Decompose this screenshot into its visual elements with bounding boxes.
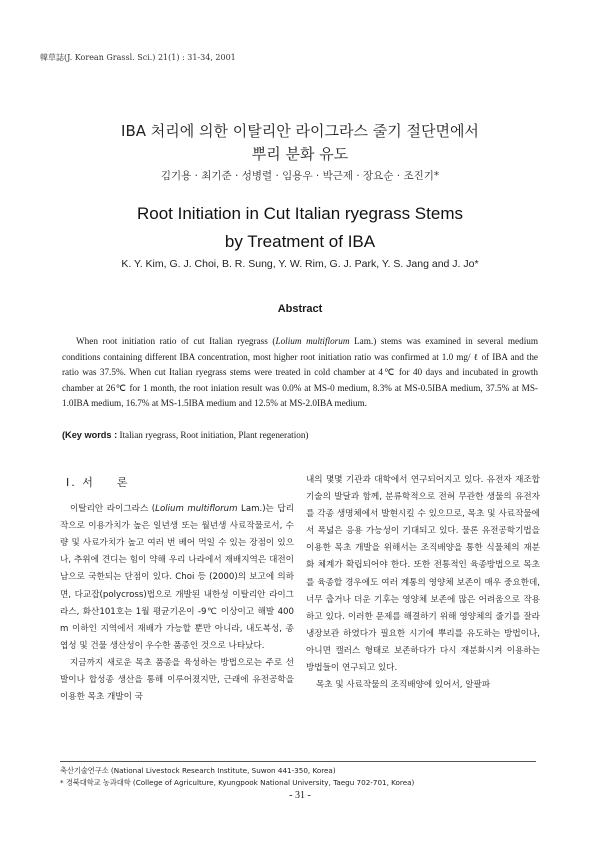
introduction-heading-rest: 론 <box>116 476 130 489</box>
page-number: - 31 - <box>289 790 311 801</box>
korean-authors: 김기용 · 최기준 · 성병렬 · 임용우 · 박근제 · 장요순 · 조진기* <box>160 170 440 182</box>
left-paragraph-2: 지금까지 새로운 목초 품종을 육성하는 방법으로는 주로 선발이나 합성종 생산을 통해 이루어졌지만, 근래에 유전공학을 이용한 목초 개발이 국 <box>60 657 294 703</box>
left-paragraph-1-species: Lolium multiflorum <box>155 504 238 515</box>
keywords-label: (Key words : <box>62 430 118 440</box>
korean-title-line-1: IBA 처리에 의한 이탈리안 라이그라스 줄기 절단면에서 <box>121 122 479 140</box>
keywords <box>62 430 538 440</box>
english-title <box>0 200 600 256</box>
footnote-divider <box>60 761 536 762</box>
left-paragraph-1-b: Lam.)는 답리작으로 이용가치가 높은 일년생 또는 월년생 사료작물로서, 수량 및 사료가치가 높고 여러 번 베어 먹일 수 있는 장점이 있으나, 추위에 견디는 힘이 약해 우리 나라에서 재배지역은 대전이남으로 국한되는 단점이 있다. Choi 등 (2000)의 보고에 의하면, 다교잡(polycross)법으로 개발된 내한성 이탈리안 라이그라스, 화산101호는 1월 평균기온이 -9℃ 이상이고 해발 400 m 이하인 지역에서 재배가 가능할 뿐만 아니라, 내도복성, 종엽성 및 건물 생산성이 우수한 품종인 것으로 나타났다. <box>60 504 294 651</box>
english-title-line-1: Root Initiation in Cut Italian ryegrass Stems <box>137 204 463 223</box>
abstract-part-2: Lam.) stems was examined in several medium conditions containing different IBA concentration, most higher root initiation ratio was confirmed at 1.0 mg/ ℓ of IBA and the ratio was 37.5%. When cut Italian ryegrass stems were treated in cold chamber at 4℃ for 40 days and incubated in growth chamber at 26℃ for 1 month, the root iniation result was 0.0% at MS-0 medium, 8.3% at MS-0.5IBA medium, 37.5% at MS-1.0IBA medium, 16.7% at MS-1.5IBA medium and 12.5% at MS-2.0IBA medium. <box>62 336 538 409</box>
left-column <box>60 472 294 706</box>
abstract-heading: Abstract <box>277 303 323 315</box>
right-paragraph-2: 목초 및 사료작물의 조직배양에 있어서, 알팔파 <box>316 680 491 691</box>
journal-citation: 韓草誌(J. Korean Grassl. Sci.) 21(1) : 31-34, 2001 <box>40 53 236 62</box>
introduction-heading <box>66 474 294 491</box>
left-paragraph-1 <box>60 501 294 655</box>
keywords-text: Italian ryegrass, Root initiation, Plant regeneration) <box>117 430 309 440</box>
footnotes <box>60 765 540 788</box>
korean-title-line-2: 뿌리 분화 유도 <box>251 145 349 163</box>
abstract-body <box>62 334 538 412</box>
english-title-line-2: by Treatment of IBA <box>224 232 376 251</box>
left-paragraph-1-a: 이탈리안 라이그라스 ( <box>70 504 156 515</box>
abstract-part-1: When root initiation ratio of cut Italian ryegrass ( <box>76 336 276 346</box>
korean-title <box>0 120 600 166</box>
footnote-affiliation-1: 축산기술연구소 (National Livestock Research Institute, Suwon 441-350, Korea) <box>60 766 336 775</box>
introduction-heading-number: Ⅰ. 서 <box>66 476 95 489</box>
right-paragraph-1: 내의 몇몇 기관과 대학에서 연구되어지고 있다. 유전자 재조합 기술의 발달과 함께, 분류학적으로 전혀 무관한 생물의 유전자를 각종 생명체에서 발현시킬 수 있으므로, 목초 및 사료작물에서 폭넓은 응용 가능성이 기대되고 있다. 물론 유전공학기법을 이용한 목초 개발을 위해서는 조직배양을 통한 식물체의 재분화 체계가 확립되어야 한다. 또한 전통적인 육종방법으로 목초를 육종할 경우에도 여러 계통의 영양체 보존이 매우 중요한데, 너무 춥거나 더운 기후는 영양체 보존에 많은 어려움으로 작용하고 있다. 이러한 문제를 해결하기 위해 영양체의 줄기를 잘라 냉장보관 하였다가 필요한 시기에 뿌리를 유도하는 방법이나, 아니면 캘러스 형태로 보존하다가 다시 재분화시켜 이용하는 방법들이 연구되고 있다. <box>306 475 540 674</box>
footnote-affiliation-2: * 경북대학교 농과대학 (College of Agriculture, Kyungpook National University, Taegu 702-701, Korea) <box>60 777 415 787</box>
abstract-species-name: Lolium multiflorum <box>275 336 350 346</box>
right-column <box>306 472 540 694</box>
english-authors: K. Y. Kim, G. J. Choi, B. R. Sung, Y. W. Rim, G. J. Park, Y. S. Jang and J. Jo* <box>121 258 479 270</box>
